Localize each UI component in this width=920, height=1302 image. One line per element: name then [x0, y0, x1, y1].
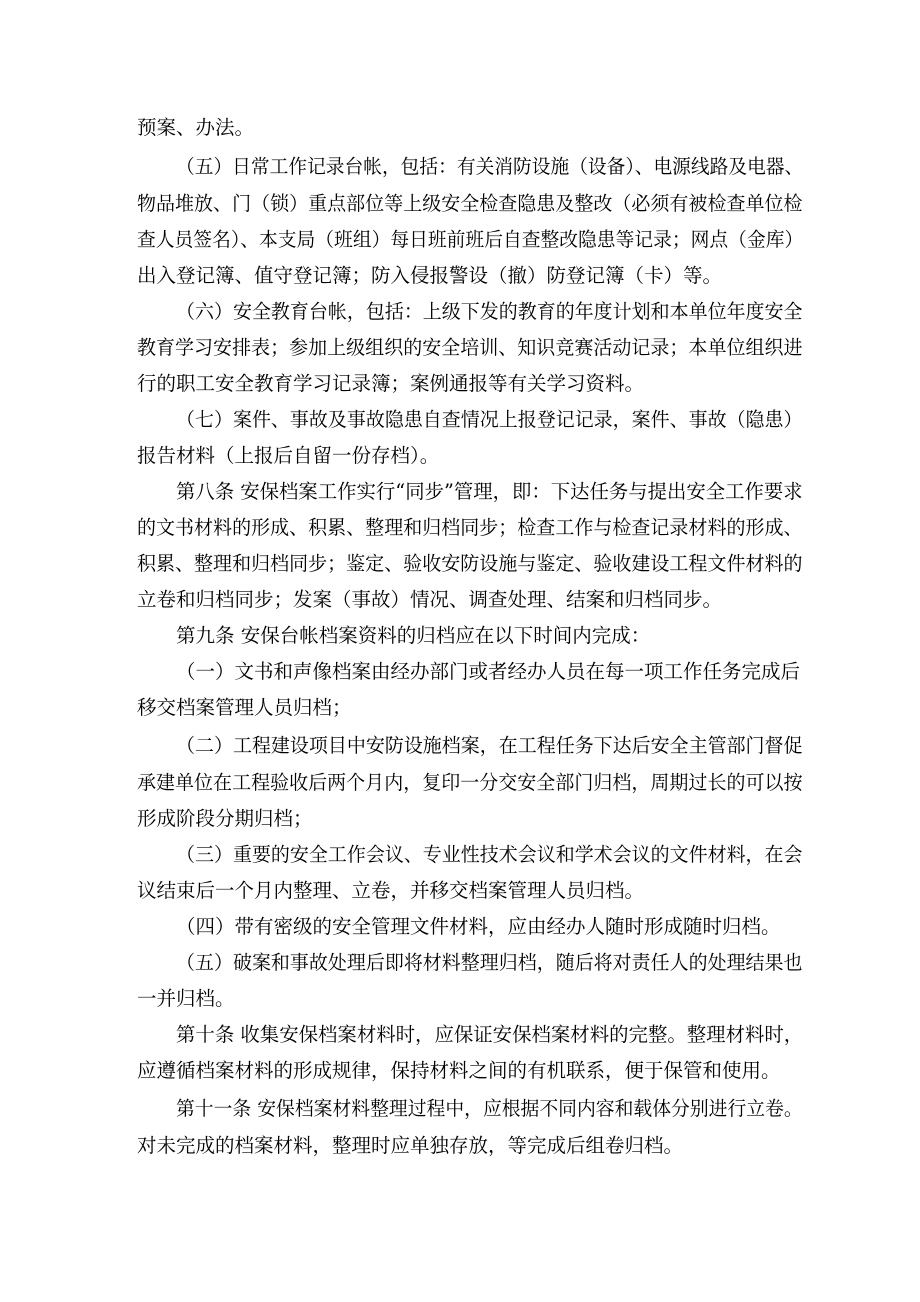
text-line: （五）日常工作记录台帐，包括：有关消防设施（设备）、电源线路及电器、 [176, 155, 804, 178]
text-line: （三）重要的安全工作会议、专业性技术会议和学术会议的文件材料，在会 [176, 843, 803, 866]
text-line: 第九条 安保台帐档案资料的归档应在以下时间内完成： [176, 624, 651, 647]
text-line: （五）破案和事故处理后即将材料整理归档，随后将对责任人的处理结果也 [176, 951, 803, 974]
text-line: 第十一条 安保档案材料整理过程中，应根据不同内容和载体分别进行立卷。 [176, 1097, 803, 1120]
text-line: 物品堆放、门（锁）重点部位等上级安全检查隐患及整改（必须有被检查单位检 [137, 192, 803, 215]
text-line: 教育学习安排表；参加上级组织的安全培训、知识竞赛活动记录；本单位组织进 [137, 336, 803, 359]
text-line: 报告材料（上报后自留一份存档）。 [137, 444, 440, 467]
text-line: 预案、办法。 [137, 116, 255, 139]
text-line: 查人员签名）、本支局（班组）每日班前班后自查整改隐患等记录；网点（金库） [137, 228, 804, 251]
text-line: 移交档案管理人员归档； [137, 696, 352, 719]
text-line: （七）案件、事故及事故隐患自查情况上报登记记录，案件、事故（隐患） [176, 408, 803, 431]
text-line: 一并归档。 [137, 987, 235, 1010]
text-line: （四）带有密级的安全管理文件材料，应由经办人随时形成随时归档。 [176, 915, 781, 938]
text-line: 第十条 收集安保档案材料时，应保证安保档案材料的完整。整理材料时， [176, 1023, 804, 1046]
text-line: 承建单位在工程验收后两个月内，复印一分交安全部门归档，周期过长的可以按 [137, 771, 803, 794]
text-line: （一）文书和声像档案由经办部门或者经办人员在每一项工作任务完成后 [176, 660, 801, 683]
text-line: 行的职工安全教育学习记录簿；案例通报等有关学习资料。 [137, 372, 645, 395]
text-line: 出入登记簿、值守登记簿；防入侵报警设（撤）防登记簿（卡）等。 [137, 264, 723, 287]
text-line: 的文书材料的形成、积累、整理和归档同步；检查工作与检查记录材料的形成、 [137, 516, 803, 539]
text-line: 立卷和归档同步；发案（事故）情况、调查处理、结案和归档同步。 [137, 588, 723, 611]
text-line: 积累、整理和归档同步；鉴定、验收安防设施与鉴定、验收建设工程文件材料的 [137, 552, 803, 575]
text-line: 第八条 安保档案工作实行“同步”管理，即：下达任务与提出安全工作要求 [176, 480, 803, 503]
text-line: 应遵循档案材料的形成规律，保持材料之间的有机联系，便于保管和使用。 [137, 1059, 781, 1082]
text-line: 对未完成的档案材料，整理时应单独存放，等完成后组卷归档。 [137, 1134, 684, 1157]
text-line: 议结束后一个月内整理、立卷，并移交档案管理人员归档。 [137, 879, 645, 902]
text-line: 形成阶段分期归档； [137, 807, 313, 830]
text-line: （六）安全教育台帐，包括：上级下发的教育的年度计划和本单位年度安全 [176, 300, 803, 323]
text-line: （二）工程建设项目中安防设施档案，在工程任务下达后安全主管部门督促 [176, 734, 803, 757]
